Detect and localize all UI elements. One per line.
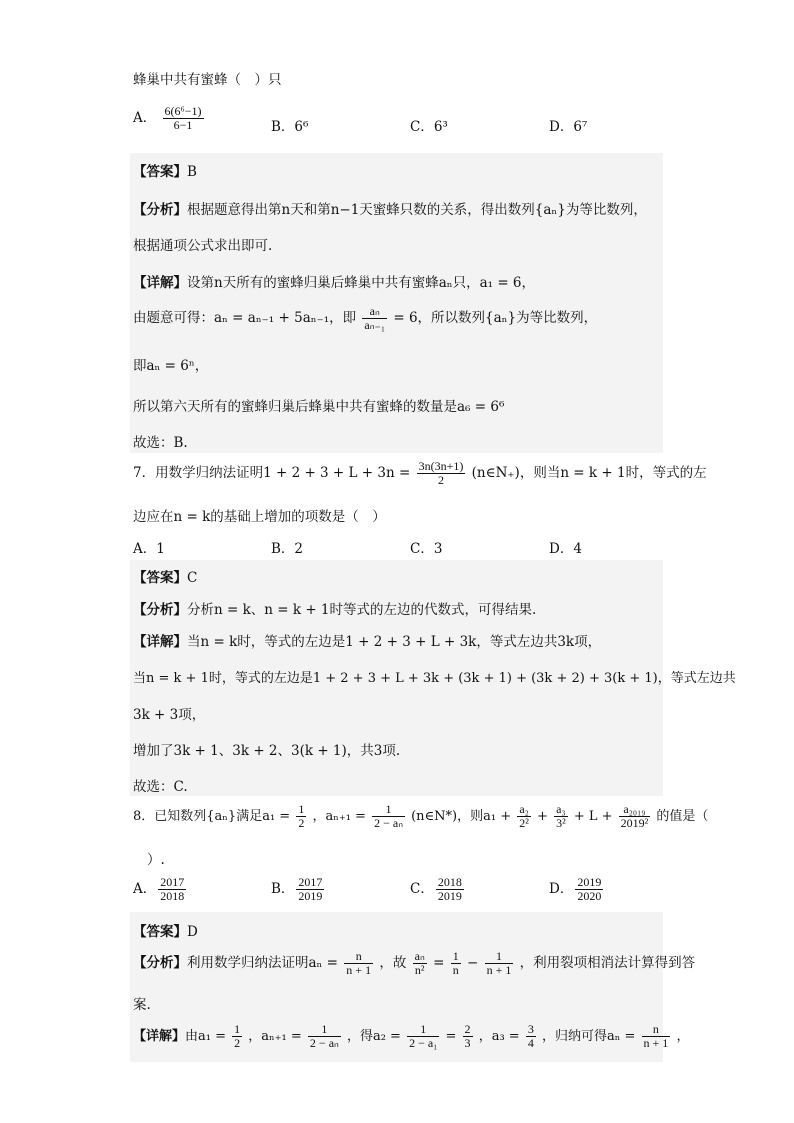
q6-choose: 故选：B.: [133, 435, 188, 451]
fraction: $\frac{1}{n}$: [452, 949, 459, 977]
q6-analysis-line2: 根据通项公式求出即可.: [133, 238, 273, 254]
q7-choose: 故选：C.: [133, 779, 188, 795]
option-a-fraction: $\frac{\text{6(6⁶−1)}}{6-1}$: [164, 104, 202, 132]
q6-detail-line2: 由题意可得：aₙ = aₙ₋₁ + 5aₙ₋₁，即 $\frac{\text{aₙ}}{\text{aₙ₋₁}}$ = 6，所以数列{aₙ}为等比数列，: [133, 304, 598, 332]
q7-detail-line4: 增加了3k + 1、3k + 2、3(k + 1)，共3项.: [133, 743, 401, 759]
q7-option-b[interactable]: B．2: [271, 541, 304, 557]
q6-option-b[interactable]: B．6⁶: [271, 119, 309, 135]
fraction: $\frac{1}{2}$: [234, 1022, 241, 1050]
q8-analysis-line2: 案.: [133, 997, 151, 1013]
q8-option-c[interactable]: C． $\frac{2018}{2019}$: [410, 875, 462, 903]
q8-stem-line2: ）.: [147, 852, 165, 868]
fraction: $\frac{n}{n + 1}$: [346, 949, 372, 977]
frac-a3: $\frac{\text{a₃}}{\text{3²}}$: [556, 802, 566, 830]
q6-detail-line4: 所以第六天所有的蜜蜂归巢后蜂巢中共有蜜蜂的数量是a₆ = 6⁶: [133, 399, 505, 415]
q7-detail-line2: 当n = k + 1时，等式的左边是1 + 2 + 3 + L + 3k + (3k + 1) + (3k + 2) + 3(k + 1)，等式左边共: [133, 671, 736, 686]
q6-detail-line1: 【详解】设第n天所有的蜜蜂归巢后蜂巢中共有蜜蜂aₙ只，a₁ = 6，: [133, 275, 536, 291]
q8-detail-line1: 【详解】由a₁ = $\frac{1}{2}$ ，aₙ₊₁ = $\frac{1}{\text{2 − aₙ}}$ ，得a₂ = $\frac{1}{\text{2 − a₁}}$ = $\frac{2}{3}$ ，a₃ = $\frac{3}{4}$ ，归纳可得aₙ = $\frac{n}{n + 1}$ ，: [133, 1022, 690, 1050]
fraction: $\frac{2019}{2020}$: [577, 875, 602, 903]
q7-stem-fraction: $\frac{3n(3n+1)}{2}$: [418, 459, 464, 487]
fraction: $\frac{\text{aₙ}}{\text{n²}}$: [414, 949, 425, 977]
frac-a2019: $\frac{\text{a₂₀₁₉}}{\text{2019²}}$: [620, 802, 649, 830]
fraction: $\frac{2}{3}$: [464, 1022, 471, 1050]
q7-stem-line1: 7．用数学归纳法证明1 + 2 + 3 + L + 3n = $\frac{3n(3n+1)}{2}$ (n∈N₊)，则当n = k + 1时，等式的左: [133, 459, 707, 487]
q7-option-a[interactable]: A．1: [133, 541, 165, 557]
q7-option-d[interactable]: D．4: [549, 541, 582, 557]
q8-analysis-line1: 【分析】利用数学归纳法证明aₙ = $\frac{n}{n + 1}$ ，故 $\frac{\text{aₙ}}{\text{n²}}$ = $\frac{1}{n}$ − $\frac{1}{n + 1}$ ，利用裂项相消法计算得到答: [133, 949, 696, 977]
fraction: $\frac{2017}{2019}$: [298, 875, 323, 903]
q8-option-a[interactable]: A． $\frac{2017}{2018}$: [133, 875, 185, 903]
frac-recurrence: $\frac{1}{\text{2 − aₙ}}$: [374, 802, 403, 830]
fraction: $\frac{1}{\text{2 − a₁}}$: [409, 1022, 438, 1050]
q8-answer: 【答案】D: [133, 924, 198, 940]
fraction: $\frac{2018}{2019}$: [437, 875, 462, 903]
fraction: $\frac{3}{4}$: [527, 1022, 534, 1050]
q8-option-b[interactable]: B． $\frac{2017}{2019}$: [271, 875, 323, 903]
q8-option-d[interactable]: D． $\frac{2019}{2020}$: [549, 875, 602, 903]
fraction: $\frac{1}{\text{2 − aₙ}}$: [309, 1022, 339, 1050]
fraction: $\frac{n}{n + 1}$: [643, 1022, 669, 1050]
q7-answer: 【答案】C: [133, 570, 198, 586]
q6-option-a[interactable]: [133, 105, 206, 132]
q7-analysis: 【分析】分析n = k、n = k + 1时等式的左边的代数式，可得结果.: [133, 602, 537, 618]
q6-option-c[interactable]: C．6³: [410, 119, 448, 135]
q6-detail-line3: 即aₙ = 6ⁿ，: [133, 358, 209, 374]
frac-1-2: $\frac{1}{2}$: [298, 802, 305, 830]
q7-option-c[interactable]: C．3: [410, 541, 443, 557]
q6-answer: 【答案】B: [133, 164, 197, 180]
q7-detail-line3: 3k + 3项，: [133, 707, 206, 723]
fraction: $\frac{1}{n + 1}$: [486, 949, 512, 977]
ratio-fraction: $\frac{\text{aₙ}}{\text{aₙ₋₁}}$: [364, 304, 386, 332]
q7-stem-line2: 边应在n = k的基础上增加的项数是（ ）: [133, 509, 386, 525]
q8-stem-line1: 8．已知数列{aₙ}满足a₁ = $\frac{1}{2}$ ，aₙ₊₁ = $\frac{1}{\text{2 − aₙ}}$ (n∈N*)，则a₁ + $\frac{\text{a₂}}{\text{2²}}$ + $\frac{\text{a₃}}{\text{3²}}$ + L + $\frac{\text{a₂₀₁₉}}{\text{2019²}}$ 的值是（: [133, 802, 709, 830]
fraction: $\frac{2017}{2018}$: [160, 875, 185, 903]
q6-stem-tail: 蜂巢中共有蜜蜂（ ）只: [133, 72, 282, 88]
option-letter: A．: [133, 110, 157, 126]
q6-analysis-line1: 【分析】根据题意得出第n天和第n−1天蜜蜂只数的关系，得出数列{aₙ}为等比数列，: [133, 202, 647, 218]
q6-option-d[interactable]: D．6⁷: [549, 119, 588, 135]
q7-detail-line1: 【详解】当n = k时，等式的左边是1 + 2 + 3 + L + 3k，等式左边共3k项，: [133, 634, 602, 650]
frac-a2: $\frac{\text{a₂}}{\text{2²}}$: [519, 802, 529, 830]
